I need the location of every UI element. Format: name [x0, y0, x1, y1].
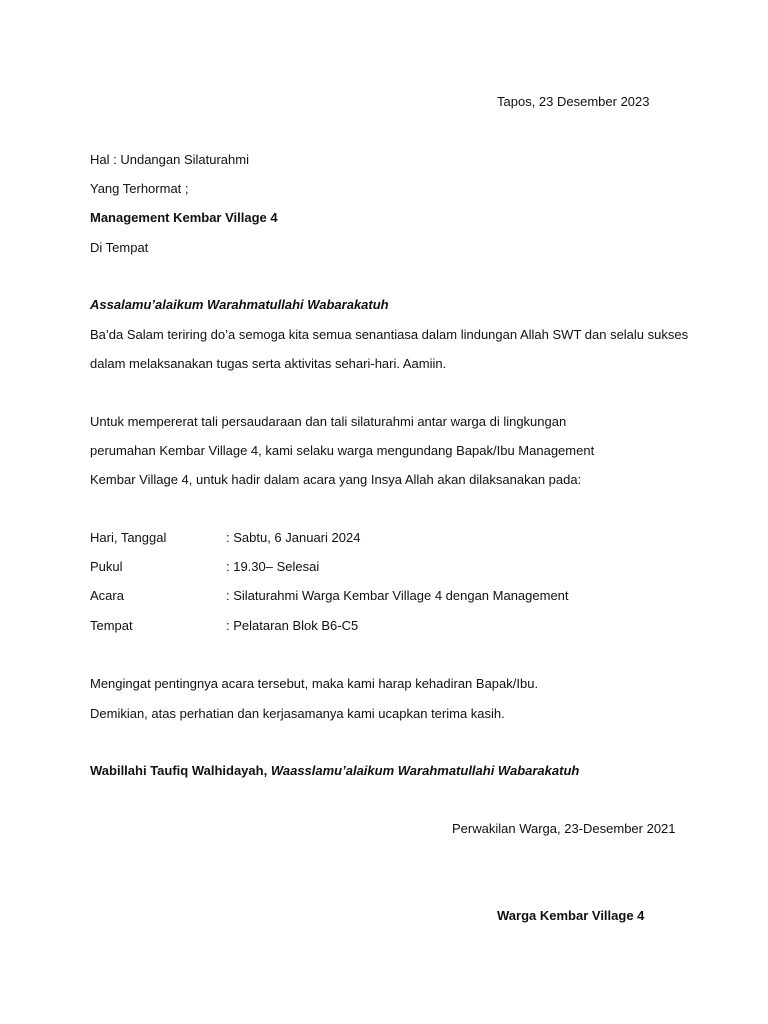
- closing-line-2: Demikian, atas perhatian dan kerjasamanya kami ucapkan terima kasih.: [90, 706, 505, 721]
- letter-date: Tapos, 23 Desember 2023: [497, 94, 650, 109]
- detail-value: : 19.30– Selesai: [226, 559, 320, 574]
- detail-label: Tempat: [90, 618, 133, 633]
- detail-label: Acara: [90, 588, 124, 603]
- signatory: Warga Kembar Village 4: [497, 908, 645, 923]
- opening-line-1: Ba’da Salam teriring do’a semoga kita semua senantiasa dalam lindungan Allah SWT dan selalu sukses: [90, 327, 689, 342]
- letter-subject: Hal : Undangan Silaturahmi: [90, 152, 249, 167]
- detail-value: : Pelataran Blok B6-C5: [226, 618, 359, 633]
- body-line-3: Kembar Village 4, untuk hadir dalam acara yang Insya Allah akan dilaksanakan pada:: [90, 472, 582, 487]
- farewell: [90, 763, 579, 779]
- detail-value: : Sabtu, 6 Januari 2024: [226, 530, 361, 545]
- detail-value: : Silaturahmi Warga Kembar Village 4 dengan Management: [226, 588, 569, 603]
- detail-label: Pukul: [90, 559, 123, 574]
- recipient-place: Di Tempat: [90, 240, 149, 255]
- closing-line-1: Mengingat pentingnya acara tersebut, maka kami harap kehadiran Bapak/Ibu.: [90, 676, 539, 691]
- detail-label: Hari, Tanggal: [90, 530, 167, 545]
- body-line-1: Untuk mempererat tali persaudaraan dan tali silaturahmi antar warga di lingkungan: [90, 414, 567, 429]
- greeting: Assalamu’alaikum Warahmatullahi Wabarakatuh: [90, 297, 389, 312]
- sign-place-date: Perwakilan Warga, 23-Desember 2021: [452, 821, 676, 836]
- farewell-italic: Waasslamu’alaikum Warahmatullahi Wabarakatuh: [270, 763, 580, 778]
- recipient-name: Management Kembar Village 4: [90, 210, 278, 225]
- salutation-to: Yang Terhormat ;: [90, 181, 189, 196]
- body-line-2: perumahan Kembar Village 4, kami selaku warga mengundang Bapak/Ibu Management: [90, 443, 595, 458]
- opening-line-2: dalam melaksanakan tugas serta aktivitas sehari-hari. Aamiin.: [90, 356, 447, 371]
- farewell-bold: Wabillahi Taufiq Walhidayah,: [90, 763, 268, 778]
